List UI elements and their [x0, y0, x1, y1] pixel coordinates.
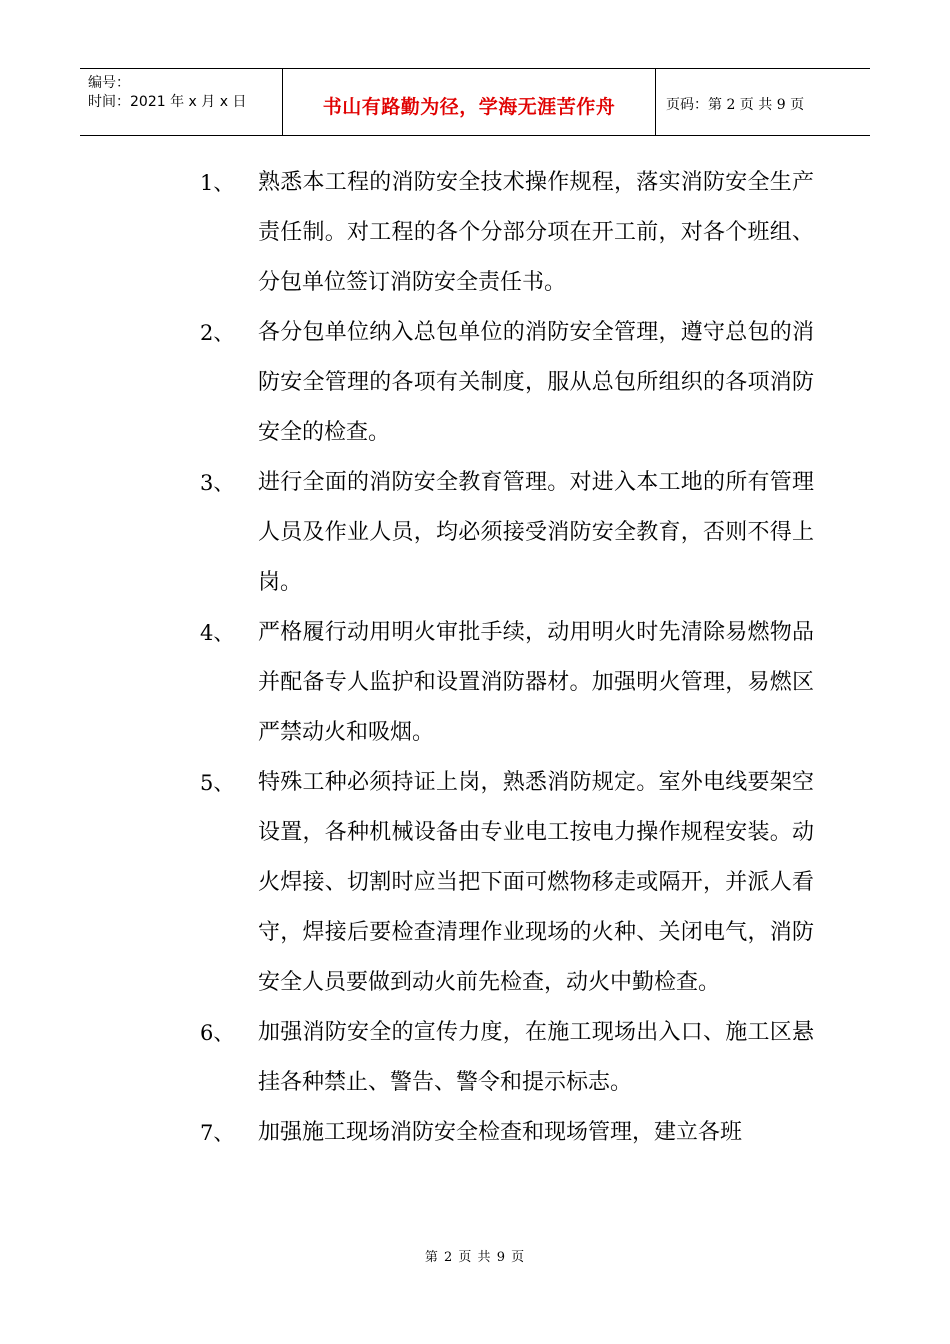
- list-item: [200, 758, 820, 1008]
- item-number: 5、: [200, 771, 235, 795]
- header-page-info: 页码：第 2 页 共 9 页: [666, 97, 805, 113]
- list-item: [200, 1108, 820, 1158]
- document-body: [200, 158, 820, 1158]
- code-label: 编号：: [88, 75, 130, 91]
- page-footer: 第 2 页 共 9 页: [424, 1250, 526, 1265]
- item-text: 特殊工种必须持证上岗，熟悉消防规定。室外电线要架空设置，各种机械设备由专业电工按电力操作规程安装。动火焊接、切割时应当把下面可燃物移走或隔开，并派人看守，焊接后要检查清理作业现场的火种、关闭电气，消防安全人员要做到动火前先检查，动火中勤检查。: [258, 770, 814, 995]
- list-item: [200, 1008, 820, 1108]
- item-number: 6、: [200, 1021, 235, 1045]
- page-header: [80, 68, 870, 136]
- item-text: 加强施工现场消防安全检查和现场管理，建立各班: [258, 1120, 743, 1145]
- item-number: 4、: [200, 621, 235, 645]
- time-label: 时间：2021 年 x 月 x 日: [88, 94, 247, 110]
- header-motto: 书山有路勤为径，学海无涯苦作舟: [282, 69, 656, 135]
- item-text: 加强消防安全的宣传力度，在施工现场出入口、施工区悬挂各种禁止、警告、警令和提示标志。: [258, 1020, 814, 1095]
- item-number: 2、: [200, 321, 235, 345]
- list-item: [200, 458, 820, 608]
- item-number: 7、: [200, 1121, 235, 1145]
- header-meta: [80, 69, 282, 135]
- list-item: [200, 308, 820, 458]
- item-text: 熟悉本工程的消防安全技术操作规程，落实消防安全生产责任制。对工程的各个分部分项在开工前，对各个班组、分包单位签订消防安全责任书。: [258, 170, 814, 295]
- list-item: [200, 608, 820, 758]
- item-text: 严格履行动用明火审批手续，动用明火时先清除易燃物品并配备专人监护和设置消防器材。加强明火管理，易燃区严禁动火和吸烟。: [258, 620, 814, 745]
- item-text: 进行全面的消防安全教育管理。对进入本工地的所有管理人员及作业人员，均必须接受消防安全教育，否则不得上岗。: [258, 470, 814, 595]
- item-text: 各分包单位纳入总包单位的消防安全管理，遵守总包的消防安全管理的各项有关制度，服从总包所组织的各项消防安全的检查。: [258, 320, 814, 445]
- list-item: [200, 158, 820, 308]
- item-number: 3、: [200, 471, 235, 495]
- item-number: 1、: [200, 171, 235, 195]
